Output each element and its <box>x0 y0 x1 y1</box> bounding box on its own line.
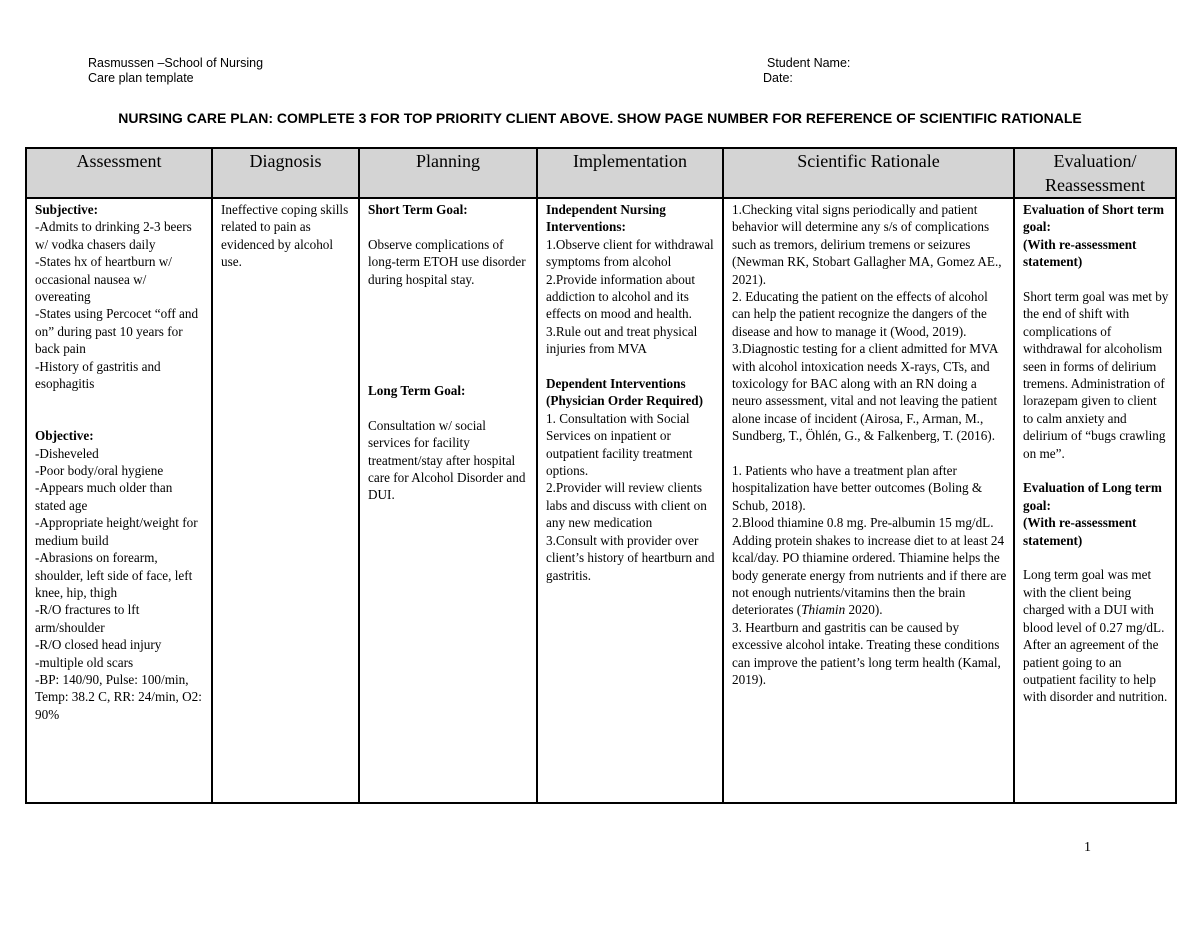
dependent-heading: Dependent Interventions (Physician Order Required) <box>546 376 704 409</box>
page-title: NURSING CARE PLAN: COMPLETE 3 FOR TOP PRIORITY CLIENT ABOVE. SHOW PAGE NUMBER FOR REFERENCE OF SCIENTIFIC RATIONALE <box>118 110 1082 126</box>
dependent-item: 2.Provider will review clients labs and discuss with client on any new medication <box>546 480 707 531</box>
assessment-cell <box>26 198 212 803</box>
page-number: 1 <box>1084 840 1091 855</box>
school-name: Rasmussen –School of Nursing <box>88 56 264 70</box>
short-term-goal-heading: Short Term Goal: <box>368 202 468 217</box>
short-eval-subheading: (With re-assessment statement) <box>1023 236 1137 270</box>
short-eval-heading: Evaluation of Short term goal: <box>1023 202 1165 235</box>
rationale-item: 2. Educating the patient on the effects of alcohol can help the patient recognize the dangers of the disease and how to manage it (Wood, 2019). <box>732 289 988 339</box>
col-header-diagnosis: Diagnosis <box>212 148 359 198</box>
objective-item: -multiple old scars <box>35 654 134 670</box>
objective-item: -R/O closed head injury <box>35 637 162 653</box>
objective-item: -Appears much older than stated age <box>35 480 173 513</box>
implementation-cell <box>537 198 723 803</box>
care-plan-table <box>25 147 1177 804</box>
rationale-item: 1.Checking vital signs periodically and patient behavior will determine any s/s of complications such as tremors, delirium tremens or seizures (Newman RK, Stobart Gallagher MA, Gomez AE., 2021). <box>732 202 1002 287</box>
objective-item: -Poor body/oral hygiene <box>35 463 164 479</box>
long-eval-text: Long term goal was met with the client being charged with a DUI with blood level of 0.27 mg/dL. After an agreement of the patient going to an outpatient facility to help with disorder and nutrition. <box>1023 567 1168 705</box>
rationale-item: 3.Diagnostic testing for a client admitted for MVA with alcohol intoxication needs X-rays, CTs, and toxicology for BAC along with an RN doing a neuro assessment, vital and not leaving the patient alone incase of incident (Airosa, F., Arman, M., Sundberg, T., Öhlén, G., & Falkenberg, T. (2016). <box>732 341 998 444</box>
template-name: Care plan template <box>88 71 194 85</box>
rationale-item <box>732 514 1007 618</box>
long-term-goal-text: Consultation w/ social services for facility treatment/stay after hospital care for Alcohol Disorder and DUI. <box>368 417 526 503</box>
long-term-goal-heading: Long Term Goal: <box>368 383 466 399</box>
rationale-item: 3. Heartburn and gastritis can be caused by excessive alcohol intake. Treating these conditions can improve the patient’s long term health (Kamal, 2019). <box>732 619 1001 687</box>
objective-item: -Disheveled <box>35 445 99 461</box>
objective-item: -Appropriate height/weight for medium build <box>35 515 198 548</box>
diagnosis-text: Ineffective coping skills related to pain as evidenced by alcohol use. <box>221 202 349 270</box>
planning-cell <box>359 198 537 803</box>
content-row <box>26 198 1176 803</box>
col-header-rationale: Scientific Rationale <box>723 148 1014 198</box>
subjective-item: -States hx of heartburn w/ occasional nausea w/ overeating <box>35 254 172 305</box>
subjective-item: -States using Percocet “off and on” during past 10 years for back pain <box>35 306 199 357</box>
independent-item: 2.Provide information about addiction to alcohol and its effects on mood and health. <box>546 271 696 322</box>
objective-item: -BP: 140/90, Pulse: 100/min, Temp: 38.2 C, RR: 24/min, O2: 90% <box>35 671 202 722</box>
objective-heading: Objective: <box>35 428 94 444</box>
independent-heading: Independent Nursing Interventions: <box>546 202 666 235</box>
short-term-goal-text: Observe complications of long-term ETOH use disorder during hospital stay. <box>368 236 526 287</box>
subjective-heading: Subjective: <box>35 202 98 217</box>
short-eval-text: Short term goal was met by the end of shift with complications of withdrawal for alcoholism seen in forms of delirium tremens. Administration of lorazepam given to client to calm anxiety and delirium of “bugs crawling on me”. <box>1023 289 1169 461</box>
col-header-planning: Planning <box>359 148 537 198</box>
col-header-implementation: Implementation <box>537 148 723 198</box>
col-header-assessment: Assessment <box>26 148 212 198</box>
rationale-text: 2020). <box>845 602 883 618</box>
rationale-text: 2.Blood thiamine 0.8 mg. Pre-albumin 15 mg/dL. Adding protein shakes to increase diet to at least 24 kcal/day. PO thiamine ordered. Thiamine helps the body generate energy from nutrients and if there are not enough nutrients/vitamins then the brain deteriorates ( <box>732 515 1007 618</box>
subjective-item: -Admits to drinking 2-3 beers w/ vodka chasers daily <box>35 219 192 252</box>
col-header-evaluation: Evaluation/ Reassessment <box>1014 148 1176 198</box>
objective-item: -Abrasions on forearm, shoulder, left side of face, left knee, hip, thigh <box>35 550 193 600</box>
student-name-label: Student Name: <box>767 56 851 70</box>
rationale-citation-title: Thiamin <box>801 602 846 618</box>
dependent-item: 1. Consultation with Social Services on inpatient or outpatient facility treatment options. <box>546 410 693 479</box>
long-eval-heading: Evaluation of Long term goal: <box>1023 480 1162 513</box>
rationale-item: 1. Patients who have a treatment plan after hospitalization have better outcomes (Boling & Schub, 2018). <box>732 463 983 513</box>
independent-item: 3.Rule out and treat physical injuries from MVA <box>546 323 698 357</box>
rationale-cell <box>723 198 1014 803</box>
diagnosis-cell <box>212 198 359 803</box>
long-eval-subheading: (With re-assessment statement) <box>1023 515 1137 548</box>
date-label: Date: <box>763 71 793 85</box>
evaluation-cell <box>1014 198 1176 803</box>
header-row <box>26 148 1176 198</box>
independent-item: 1.Observe client for withdrawal symptoms from alcohol <box>546 236 714 270</box>
subjective-item: -History of gastritis and esophagitis <box>35 358 161 392</box>
objective-item: -R/O fractures to lft arm/shoulder <box>35 602 140 635</box>
dependent-item: 3.Consult with provider over client’s history of heartburn and gastritis. <box>546 532 715 583</box>
